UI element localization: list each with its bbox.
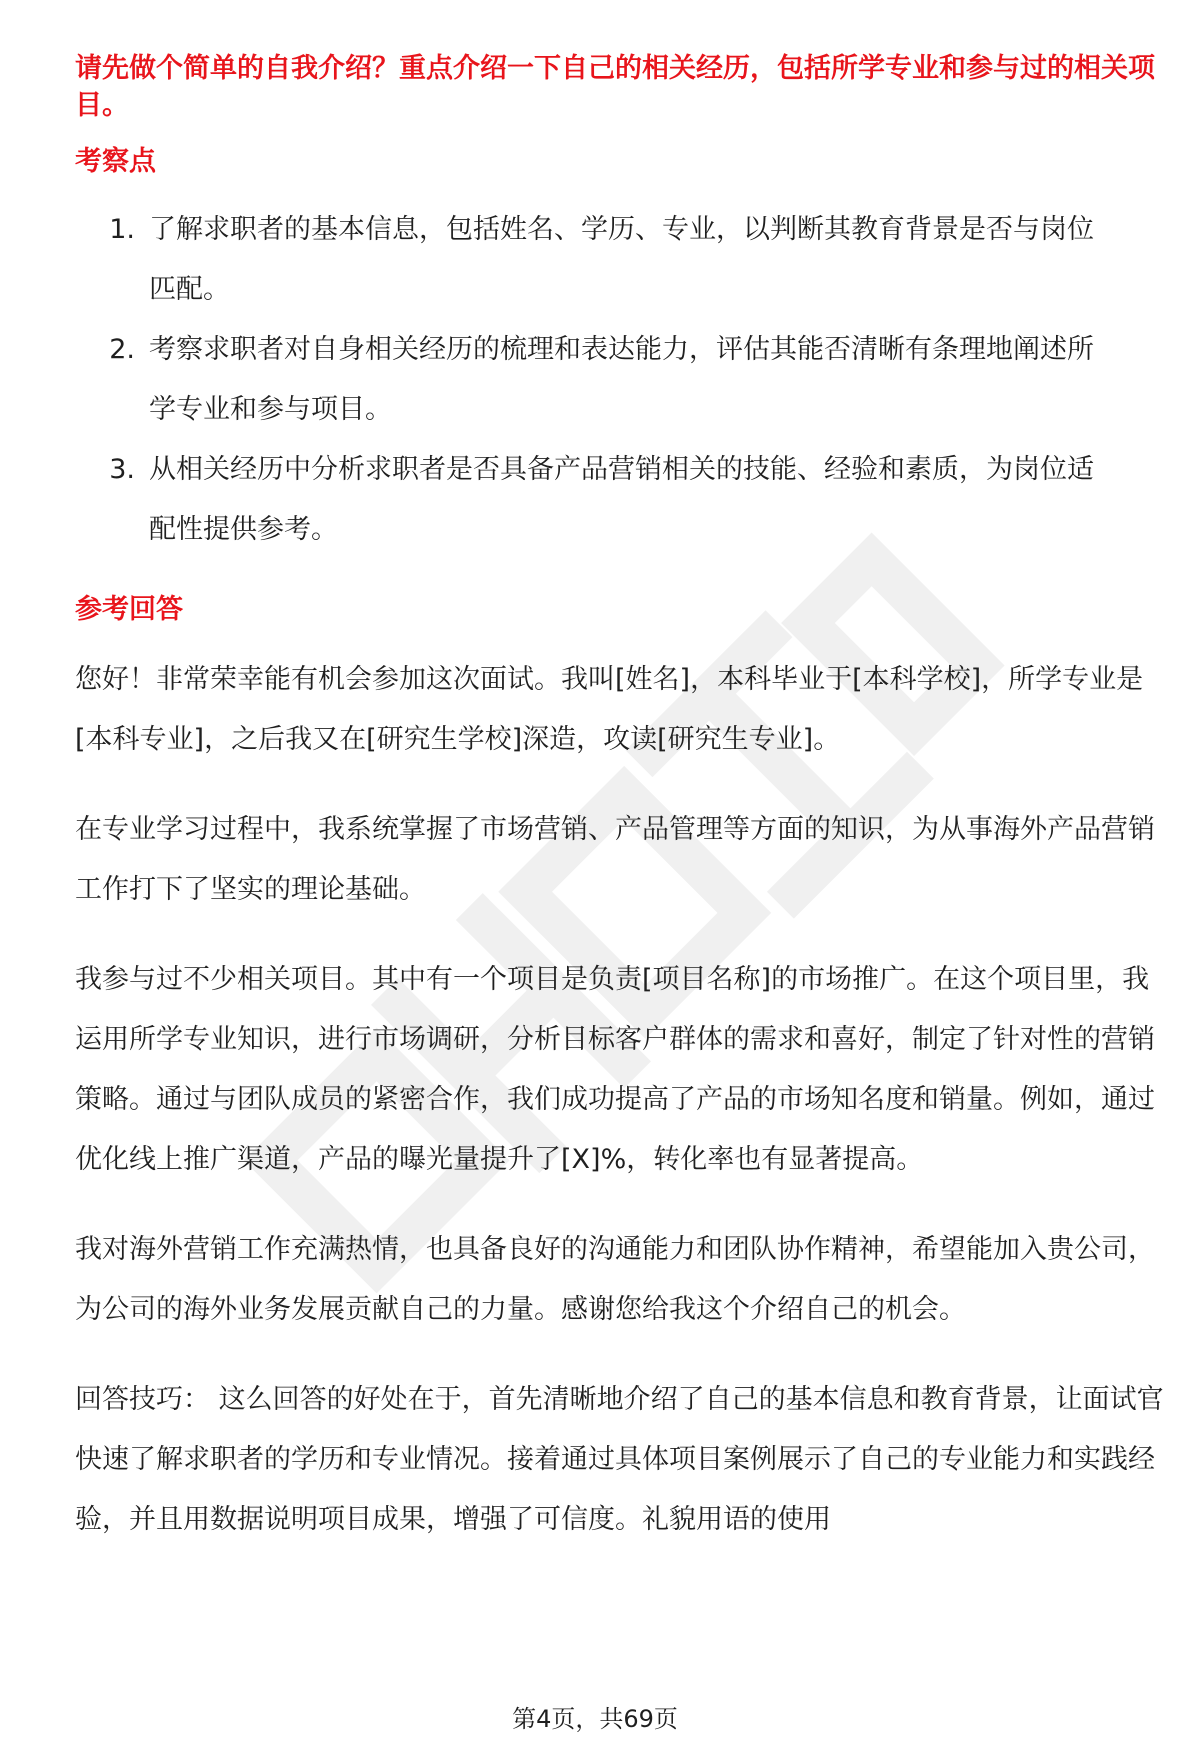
answer-paragraph: 我对海外营销工作充满热情，也具备良好的沟通能力和团队协作精神，希望能加入贵公司，为公司的海外业务发展贡献自己的力量。感谢您给我这个介绍自己的机会。 bbox=[75, 1234, 1155, 1325]
interview-question: 请先做个简单的自我介绍？重点介绍一下自己的相关经历，包括所学专业和参与过的相关项目。 bbox=[75, 53, 1155, 121]
answer-tips-paragraph: 回答技巧： 这么回答的好处在于，首先清晰地介绍了自己的基本信息和教育背景，让面试官快速了解求职者的学历和专业情况。接着通过具体项目案例展示了自己的专业能力和实践经验，并且用数据说明项目成果，增强了可信度。礼貌用语的使用 bbox=[75, 1384, 1164, 1535]
list-item-text: 了解求职者的基本信息，包括姓名、学历、专业，以判断其教育背景是否与岗位匹配。 bbox=[149, 214, 1094, 305]
page-number: 第4页，共69页 bbox=[512, 1705, 678, 1733]
list-item bbox=[75, 440, 1165, 560]
list-item-text: 从相关经历中分析求职者是否具备产品营销相关的技能、经验和素质，为岗位适配性提供参考。 bbox=[149, 454, 1094, 545]
list-item-number: 3. bbox=[109, 454, 135, 485]
list-item-number: 2. bbox=[109, 334, 135, 365]
list-item-text: 考察求职者对自身相关经历的梳理和表达能力，评估其能否清晰有条理地阐述所学专业和参与项目。 bbox=[149, 334, 1094, 425]
answer-paragraph: 在专业学习过程中，我系统掌握了市场营销、产品管理等方面的知识，为从事海外产品营销工作打下了坚实的理论基础。 bbox=[75, 814, 1155, 905]
answer-paragraph: 您好！非常荣幸能有机会参加这次面试。我叫[姓名]，本科毕业于[本科学校]，所学专业是[本科专业]，之后我又在[研究生学校]深造，攻读[研究生专业]。 bbox=[75, 664, 1144, 755]
answer-paragraph: 我参与过不少相关项目。其中有一个项目是负责[项目名称]的市场推广。在这个项目里，我运用所学专业知识，进行市场调研，分析目标客户群体的需求和喜好，制定了针对性的营销策略。通过与团队成员的紧密合作，我们成功提高了产品的市场知名度和销量。例如，通过优化线上推广渠道，产品的曝光量提升了[X]%，转化率也有显著提高。 bbox=[75, 964, 1155, 1175]
list-item bbox=[75, 320, 1165, 440]
kaocha-heading: 考察点 bbox=[75, 146, 156, 177]
document-content bbox=[75, 50, 1165, 1550]
list-item-number: 1. bbox=[109, 214, 135, 245]
list-item bbox=[75, 200, 1165, 320]
kaocha-points-list bbox=[75, 200, 1165, 560]
answer-heading: 参考回答 bbox=[75, 594, 183, 625]
